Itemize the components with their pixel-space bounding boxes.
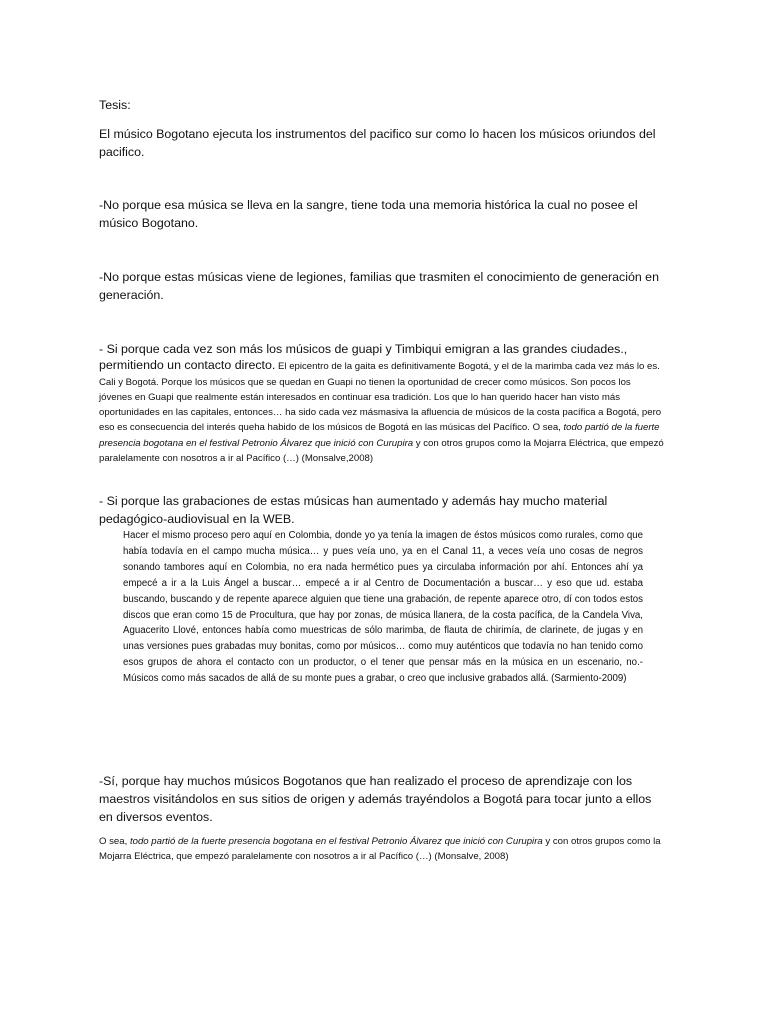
- point-5-citation: [99, 834, 665, 865]
- point-4-quote: Hacer el mismo proceso pero aquí en Colombia, donde yo ya tenía la imagen de éstos músicos como rurales, como que había todavía en el campo mucha música… y pues veía uno, ya en el Canal 11, a veces veía uno cosas de negros sonando tambores aquí en Colombia, no era nada hermético pues ya circulaba información por ahí. Entonces ahí ya empecé a ir a la Luis Ángel a buscar… empecé a ir al Centro de Documentación a buscar… y eso que ud. estaba buscando, buscando y de repente aparece alguien que tiene una grabación, de repente aparece otro, dí con todos estos discos que eran como 15 de Procultura, que hay por zonas, de música llanera, de la costa pacífica, de la Candela Viva, Aguacerito Llové, entonces había como muestricas de sólo marimba, de flauta de chirimía, de clarinete, de jugas y en unas versiones pues grabadas muy bonitas, como por músicos… como muy auténticos que todavía no han tenido como esos grupos de ahora el contacto con un productor, o el tener que pensar más en la música en un escenario, no.- Músicos como más sacados de allá de su monte pues a grabar, o creo que inclusive grabados allá. (Sarmiento-2009): [123, 530, 643, 685]
- point-2: -No porque estas músicas viene de legiones, familias que trasmiten el conocimiento de generación en generación.: [99, 270, 659, 302]
- point-3-body: El epicentro de la gaita es definitivamente Bogotá, y el de la marimba cada vez más lo es. Cali y Bogotá. Porque los músicos que se quedan en Guapi no tienen la oportunidad de crecer como músicos. Son pocos los jóvenes en Guapi que realmente están interesados en continuar esa tradición. Los que lo han querido hacer han visto más oportunidades en las capitales, entonces… ha sido cada vez másmasiva la afluencia de músicos de la costa pacífica a Bogotá, pero eso es consecuencia del interés queha habido de los músicos de Bogotá en las músicas del Pacífico. O sea,: [99, 361, 662, 434]
- thesis-heading: Tesis:: [99, 98, 131, 112]
- thesis-statement: El músico Bogotano ejecuta los instrumentos del pacifico sur como lo hacen los músicos oriundos del pacifico.: [99, 127, 656, 159]
- point-3-tail: y con otros grupos como la Mojarra Eléctrica, que empezó paralelamente con nosotros a ir al Pacífico (…) (Monsalve,2008): [99, 437, 664, 465]
- point-4-lead: - Si porque las grabaciones de estas músicas han aumentado y además hay mucho material pedagógico-audiovisual en la WEB.: [99, 494, 608, 526]
- point-3-lead: - Si porque cada vez son más los músicos de guapi y Timbiqui emigran a las grandes ciudades., permitiendo un contacto directo.: [99, 342, 628, 373]
- point-5-italic: todo partió de la fuerte presencia bogotana en el festival Petronio Álvarez que inició con Curupira: [129, 836, 543, 847]
- point-5-pre: O sea,: [99, 836, 130, 847]
- point-3-italic: todo partió de la fuerte presencia bogotana en el festival Petronio Álvarez que inició con Curupira: [99, 422, 660, 449]
- point-3: [99, 342, 665, 466]
- point-5-lead: -Sí, porque hay muchos músicos Bogotanos que han realizado el proceso de aprendizaje con los maestros visitándolos en sus sitios de origen y además trayéndolos a Bogotá para tocar junto a ellos en diversos eventos.: [99, 774, 652, 824]
- point-5-tail: y con otros grupos como la Mojarra Eléctrica, que empezó paralelamente con nosotros a ir al Pacífico (…) (Monsalve, 2008): [99, 836, 661, 863]
- point-1: -No porque esa música se lleva en la sangre, tiene toda una memoria histórica la cual no posee el músico Bogotano.: [99, 198, 638, 230]
